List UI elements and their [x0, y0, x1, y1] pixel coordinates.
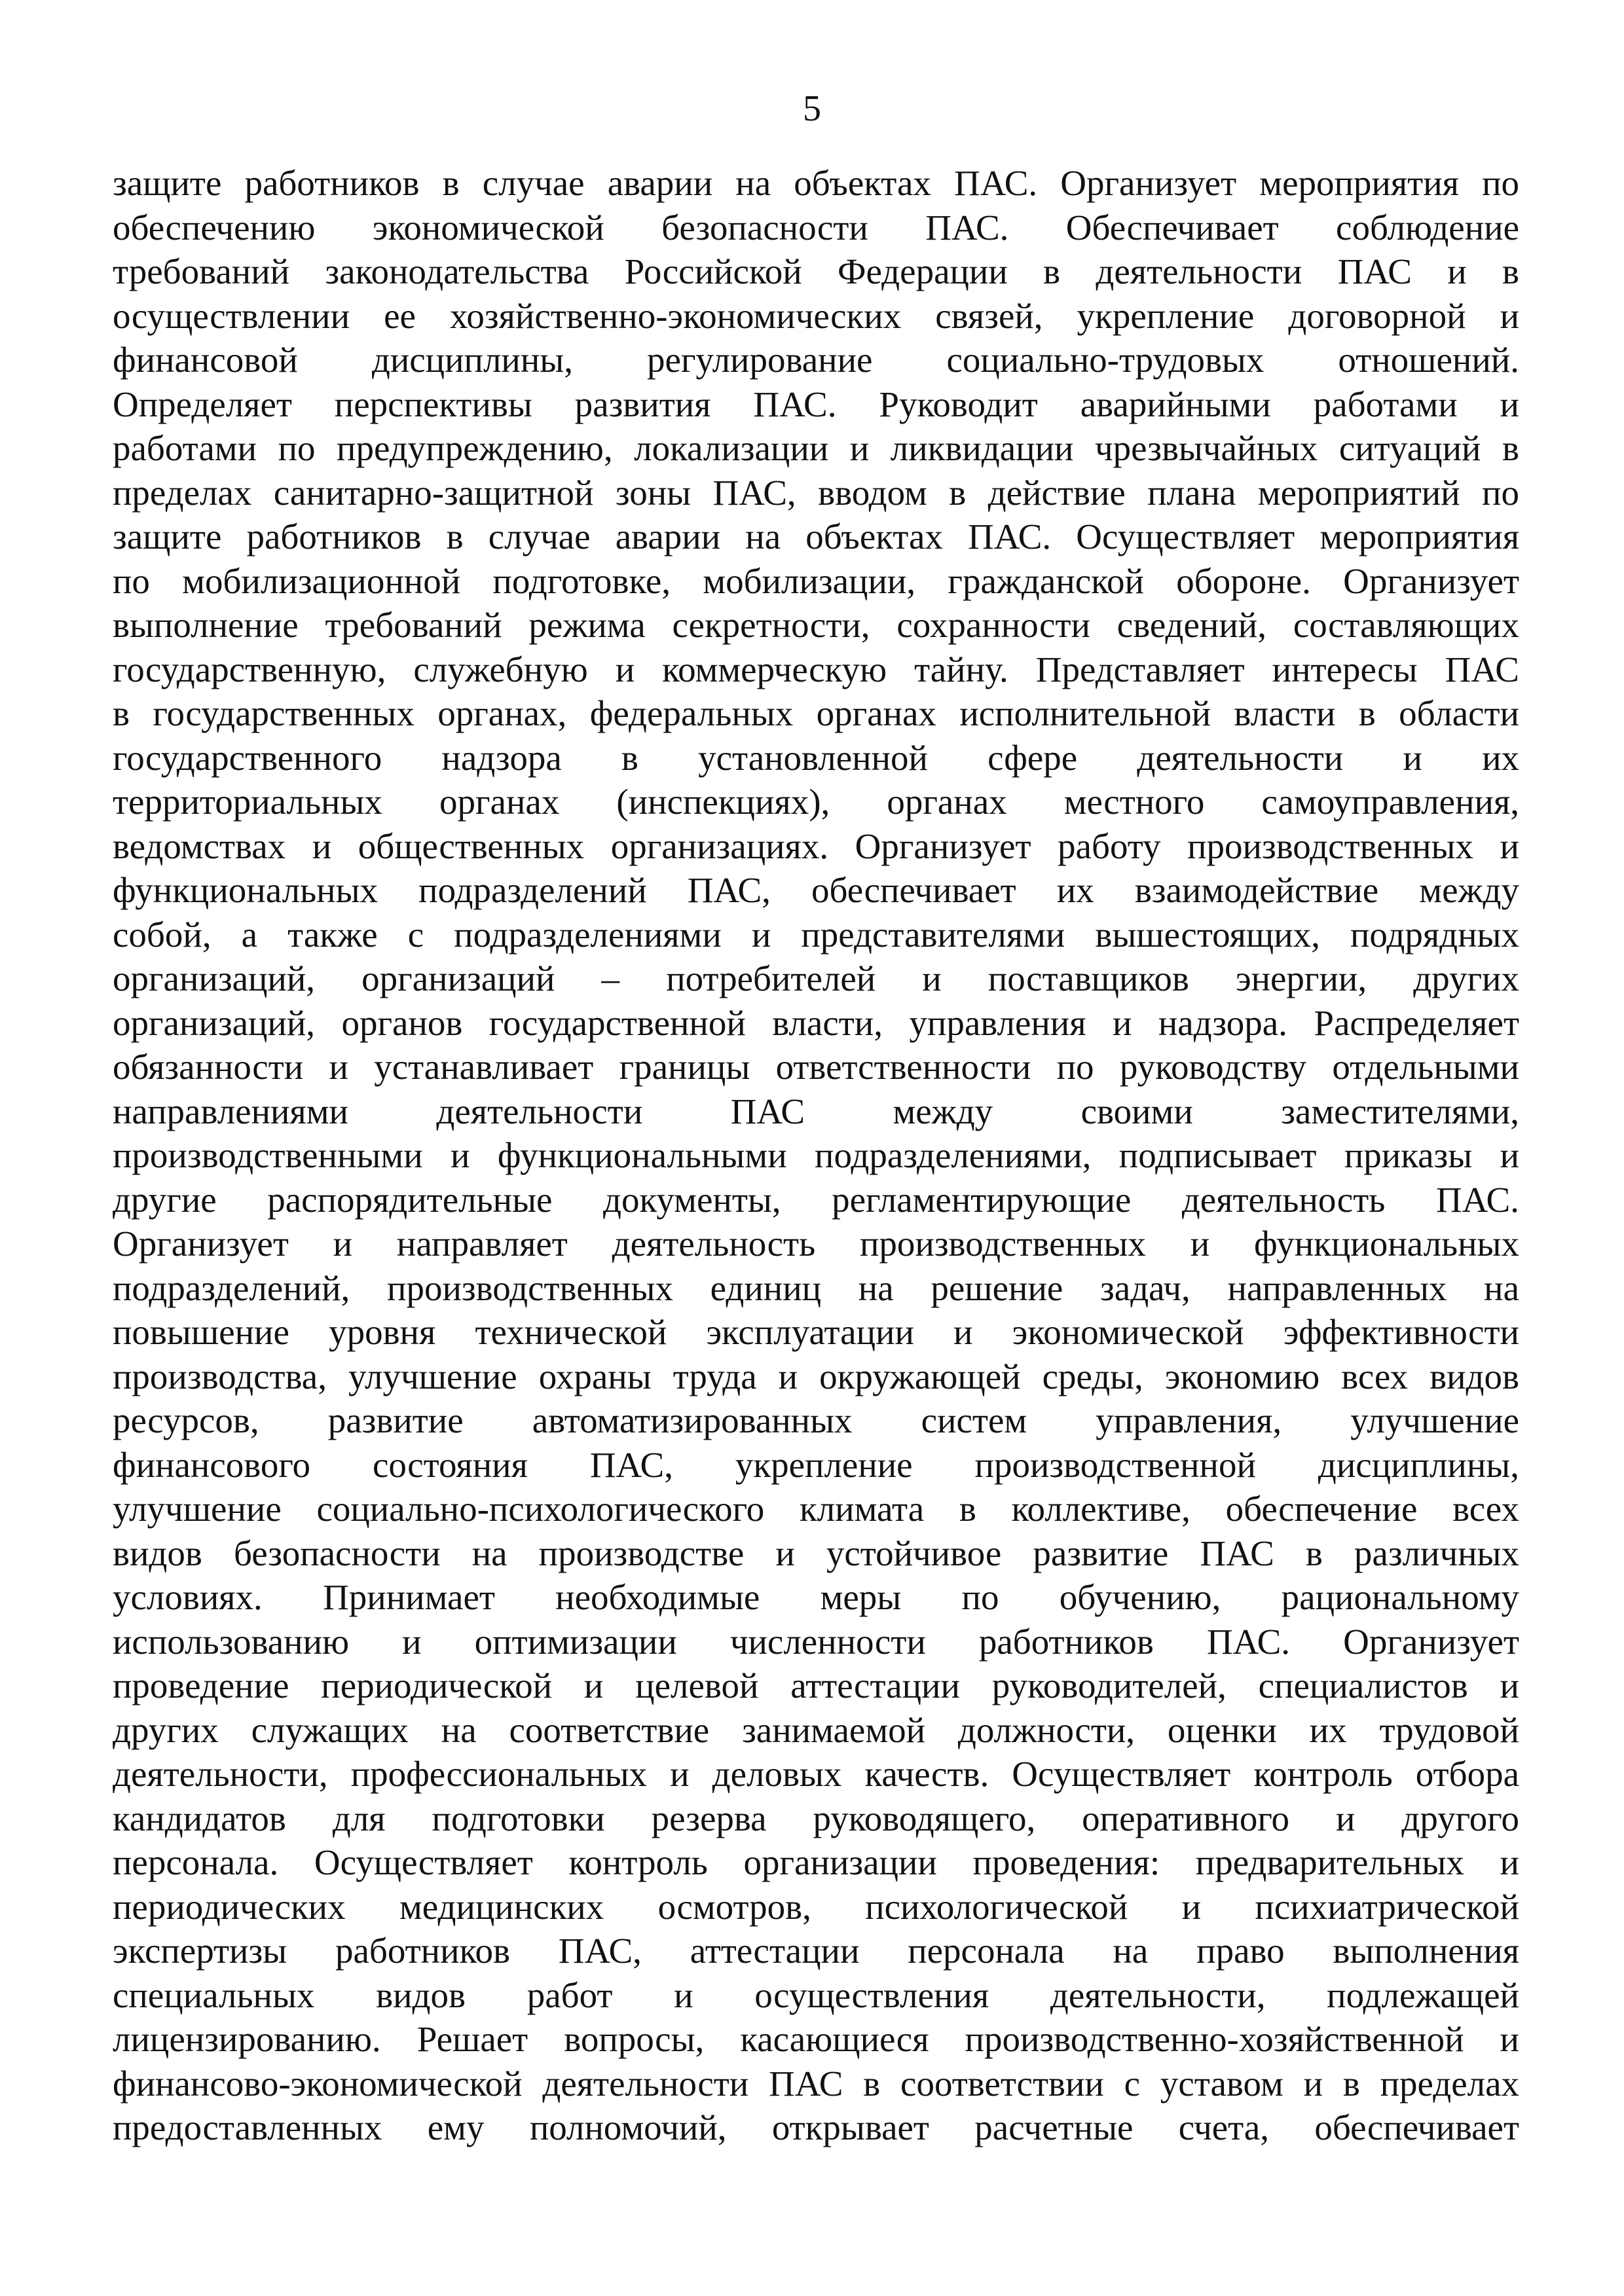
text-line: территориальных органах (инспекциях), органах местного самоуправления, [113, 782, 1519, 822]
text-line: кандидатов для подготовки резерва руководящего, оперативного и другого [113, 1798, 1519, 1838]
text-line: выполнение требований режима секретности, сохранности сведений, составляющих [113, 605, 1519, 645]
text-line: осуществлении ее хозяйственно-экономических связей, укрепление договорной и [113, 295, 1519, 336]
text-line: лицензированию. Решает вопросы, касающиеся производственно-хозяйственной и [113, 2019, 1519, 2059]
text-line: Организует и направляет деятельность производственных и функциональных [113, 1224, 1519, 1264]
text-line: других служащих на соответствие занимаемой должности, оценки их трудовой [113, 1709, 1519, 1750]
text-line: финансовой дисциплины, регулирование социально-трудовых отношений. [113, 340, 1519, 380]
text-line: собой, а также с подразделениями и представителями вышестоящих, подрядных [113, 914, 1519, 955]
page-number: 5 [803, 88, 821, 129]
text-line: Определяет перспективы развития ПАС. Руководит аварийными работами и [113, 384, 1519, 424]
text-line: использованию и оптимизации численности работников ПАС. Организует [113, 1621, 1519, 1662]
text-line: предоставленных ему полномочий, открывает расчетные счета, обеспечивает [113, 2107, 1519, 2147]
text-line: проведение периодической и целевой аттестации руководителей, специалистов и [113, 1666, 1519, 1705]
text-line: финансового состояния ПАС, укрепление производственной дисциплины, [113, 1444, 1519, 1485]
text-line: организаций, организаций – потребителей и поставщиков энергии, других [113, 958, 1519, 998]
text-line: другие распорядительные документы, регламентирующие деятельность ПАС. [113, 1179, 1519, 1220]
text-line: производства, улучшение охраны труда и окружающей среды, экономию всех видов [113, 1356, 1519, 1396]
text-line: условиях. Принимает необходимые меры по обучению, рациональному [113, 1577, 1519, 1617]
text-line: деятельности, профессиональных и деловых качеств. Осуществляет контроль отбора [113, 1754, 1519, 1794]
text-line: организаций, органов государственной власти, управления и надзора. Распределяет [113, 1002, 1519, 1043]
text-line: работами по предупреждению, локализации и ликвидации чрезвычайных ситуаций в [113, 428, 1519, 468]
text-line: специальных видов работ и осуществления деятельности, подлежащей [113, 1975, 1519, 2015]
text-line: ресурсов, развитие автоматизированных систем управления, улучшение [113, 1400, 1519, 1440]
text-line: улучшение социально-психологического климата в коллективе, обеспечение всех [113, 1489, 1519, 1529]
text-line: в государственных органах, федеральных органах исполнительной власти в области [113, 693, 1519, 733]
text-line: направлениями деятельности ПАС между своими заместителями, [113, 1091, 1519, 1131]
text-line: пределах санитарно-защитной зоны ПАС, вводом в действие плана мероприятий по [113, 472, 1519, 513]
text-line: повышение уровня технической эксплуатации и экономической эффективности [113, 1312, 1519, 1352]
text-line: финансово-экономической деятельности ПАС в соответствии с уставом и в пределах [113, 2063, 1519, 2104]
text-line: подразделений, производственных единиц на решение задач, направленных на [113, 1267, 1519, 1308]
text-line: производственными и функциональными подразделениями, подписывает приказы и [113, 1135, 1519, 1175]
text-line: государственную, служебную и коммерческую тайну. Представляет интересы ПАС [113, 649, 1519, 689]
text-line: видов безопасности на производстве и устойчивое развитие ПАС в различных [113, 1533, 1519, 1573]
text-line: периодических медицинских осмотров, психологической и психиатрической [113, 1886, 1519, 1927]
text-line: государственного надзора в установленной сфере деятельности и их [113, 737, 1519, 778]
text-line: обязанности и устанавливает границы ответственности по руководству отдельными [113, 1047, 1519, 1087]
text-line: по мобилизационной подготовке, мобилизации, гражданской обороне. Организует [113, 560, 1519, 601]
text-line: персонала. Осуществляет контроль организации проведения: предварительных и [113, 1842, 1519, 1882]
text-line: экспертизы работников ПАС, аттестации персонала на право выполнения [113, 1931, 1519, 1971]
body-text [113, 161, 1519, 2150]
text-line: обеспечению экономической безопасности ПАС. Обеспечивает соблюдение [113, 207, 1519, 247]
text-line: ведомствах и общественных организациях. Организует работу производственных и [113, 826, 1519, 866]
text-line: функциональных подразделений ПАС, обеспечивает их взаимодействие между [113, 870, 1519, 910]
text-line: защите работников в случае аварии на объектах ПАС. Организует мероприятия по [113, 163, 1519, 203]
text-line: защите работников в случае аварии на объектах ПАС. Осуществляет мероприятия [113, 517, 1519, 556]
text-line: требований законодательства Российской Федерации в деятельности ПАС и в [113, 251, 1519, 291]
